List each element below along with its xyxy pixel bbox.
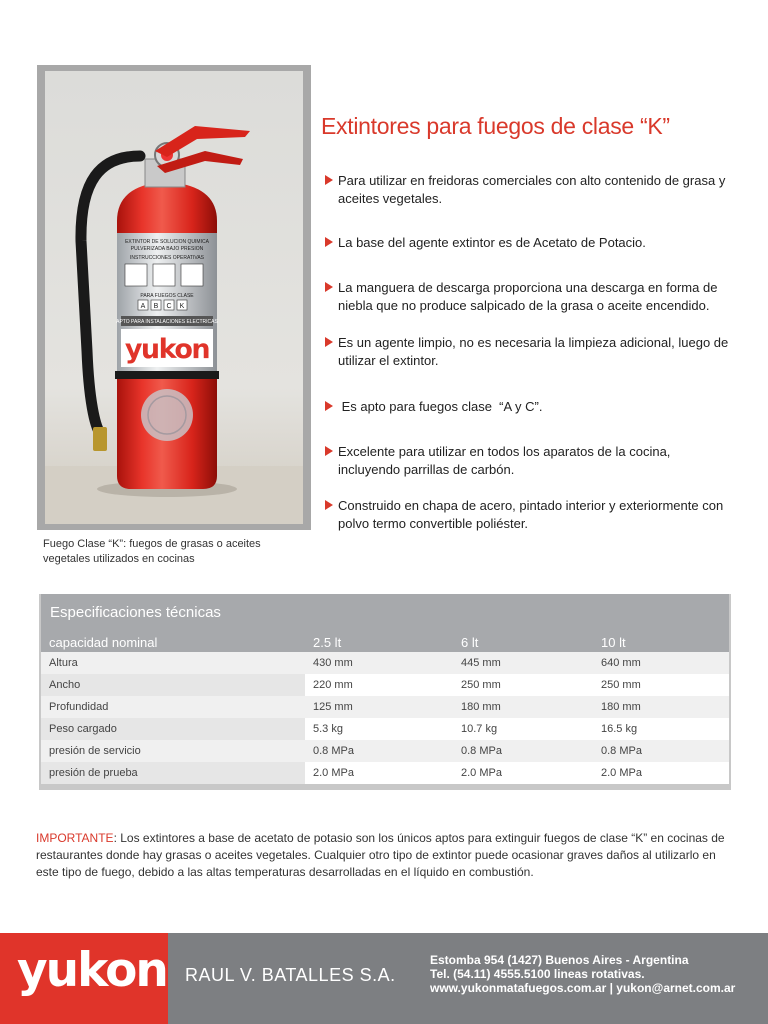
list-item: [325, 279, 735, 315]
table-cell: Peso cargado: [41, 718, 305, 740]
important-text: : Los extintores a base de acetato de potasio son los únicos aptos para extinguir fuegos de clase “K” en cocinas de restaurantes donde hay grasas o aceites vegetales. Cualquier otro tipo de extintor puede ocasionar graves daños al utilizarlo en este tipo de fuego, debido a las altas temperaturas desarrolladas en el líquido en combustión.: [36, 831, 725, 879]
address: Estomba 954 (1427) Buenos Aires - Argentina: [430, 953, 689, 967]
list-item: [325, 334, 735, 370]
table-row: [41, 674, 729, 696]
fire-extinguisher-photo: [45, 71, 303, 524]
table-cell: 0.8 MPa: [453, 740, 593, 762]
specs-title: Especificaciones técnicas: [41, 594, 729, 632]
footer-logo-block: [0, 933, 168, 1024]
phone: Tel. (54.11) 4555.5100 lineas rotativas.: [430, 967, 645, 981]
footer-info-block: [168, 933, 768, 1024]
label-class-k: K: [179, 303, 185, 310]
table-cell: 430 mm: [305, 652, 453, 674]
table-row: [41, 696, 729, 718]
table-cell: Altura: [41, 652, 305, 674]
list-item-text: Es apto para fuegos clase “A y C”.: [338, 399, 543, 414]
table-cell: 0.8 MPa: [305, 740, 453, 762]
list-item: [325, 398, 735, 416]
table-row: [41, 762, 729, 784]
arrow-bullet-icon: [325, 282, 333, 292]
product-photo-frame: [37, 65, 311, 530]
brand-logo: yukon: [17, 943, 167, 998]
specs-table-panel: [39, 594, 731, 790]
list-item: [325, 172, 735, 208]
table-cell: 2.0 MPa: [593, 762, 729, 784]
table-cell: 640 mm: [593, 652, 729, 674]
label-title-line1: EXTINTOR DE SOLUCION QUIMICA: [125, 239, 209, 245]
label-class-a: A: [140, 303, 146, 310]
table-cell: 16.5 kg: [593, 718, 729, 740]
table-cell: 220 mm: [305, 674, 453, 696]
label-class: PARA FUEGOS CLASE: [140, 293, 194, 299]
table-cell: presión de prueba: [41, 762, 305, 784]
list-item-text: Excelente para utilizar en todos los aparatos de la cocina, incluyendo parrillas de carbón.: [338, 444, 671, 477]
column-header: 2.5 lt: [305, 632, 453, 652]
table-cell: 2.0 MPa: [305, 762, 453, 784]
footer: [0, 933, 768, 1024]
label-title-line2: PULVERIZADA BAJO PRESION: [130, 246, 204, 252]
table-cell: 10.7 kg: [453, 718, 593, 740]
arrow-bullet-icon: [325, 401, 333, 411]
page-title: Extintores para fuegos de clase “K”: [321, 113, 670, 139]
list-item: [325, 234, 735, 252]
table-cell: 180 mm: [593, 696, 729, 718]
arrow-bullet-icon: [325, 446, 333, 456]
table-cell: 2.0 MPa: [453, 762, 593, 784]
table-cell: 180 mm: [453, 696, 593, 718]
arrow-bullet-icon: [325, 500, 333, 510]
list-item: [325, 443, 735, 479]
list-item-text: Es un agente limpio, no es necesaria la limpieza adicional, luego de utilizar el extintor.: [338, 335, 729, 368]
list-item-text: Construido en chapa de acero, pintado interior y exteriormente con polvo termo convertible poliéster.: [338, 498, 724, 531]
table-cell: 250 mm: [593, 674, 729, 696]
table-row: [41, 740, 729, 762]
table-cell: Ancho: [41, 674, 305, 696]
fire-extinguisher-illustration: [45, 71, 303, 524]
list-item-text: La manguera de descarga proporciona una descarga en forma de niebla que no produce salpicado de la grasa o aceite encendido.: [338, 280, 718, 313]
company-name: RAUL V. BATALLES S.A.: [185, 965, 396, 985]
list-item-text: Para utilizar en freidoras comerciales con alto contenido de grasa y aceites vegetales.: [338, 173, 726, 206]
table-row: [41, 718, 729, 740]
table-cell: 250 mm: [453, 674, 593, 696]
column-header: 10 lt: [593, 632, 729, 652]
table-row: [41, 652, 729, 674]
label-class-c: C: [166, 303, 172, 310]
web-and-email[interactable]: www.yukonmatafuegos.com.ar | yukon@arnet.com.ar: [430, 981, 736, 995]
column-header: 6 lt: [453, 632, 593, 652]
label-brand: yukon: [124, 334, 210, 365]
list-item: [325, 497, 735, 533]
table-cell: 445 mm: [453, 652, 593, 674]
photo-caption: Fuego Clase “K”: fuegos de grasas o aceites vegetales utilizados en cocinas: [43, 538, 261, 565]
label-instructions: INSTRUCCIONES OPERATIVAS: [130, 255, 204, 261]
contact-info: [430, 953, 735, 995]
important-label: IMPORTANTE: [36, 831, 114, 845]
table-cell: presión de servicio: [41, 740, 305, 762]
arrow-bullet-icon: [325, 337, 333, 347]
table-cell: 125 mm: [305, 696, 453, 718]
list-item-text: La base del agente extintor es de Acetato de Potacio.: [338, 235, 646, 250]
important-note: [36, 830, 726, 881]
table-cell: Profundidad: [41, 696, 305, 718]
arrow-bullet-icon: [325, 237, 333, 247]
label-apto: APTO PARA INSTALACIONES ELECTRICAS: [116, 319, 218, 325]
table-cell: 5.3 kg: [305, 718, 453, 740]
label-class-b: B: [153, 303, 159, 310]
arrow-bullet-icon: [325, 175, 333, 185]
column-header: capacidad nominal: [41, 632, 305, 652]
table-cell: 0.8 MPa: [593, 740, 729, 762]
specs-table: [41, 632, 729, 784]
